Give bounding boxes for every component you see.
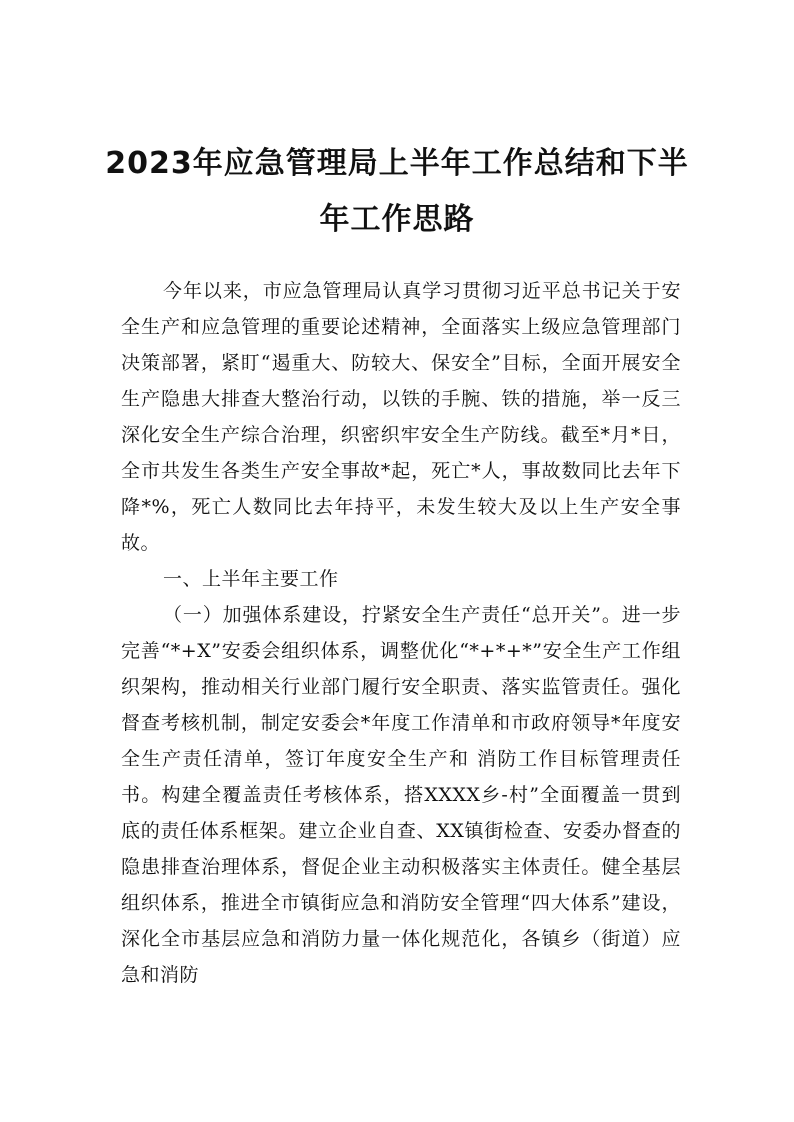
intro-paragraph: 今年以来，市应急管理局认真学习贯彻习近平总书记关于安全生产和应急管理的重要论述精神，全面落实上级应急管理部门决策部署，紧盯“遏重大、防较大、保安全”目标，全面开展安全生产隐患大排查大整治行动，以铁的手腕、铁的措施，举一反三深化安全生产综合治理，织密织牢安全生产防线。截至*月*日，全市共发生各类生产安全事故*起，死亡*人，事故数同比去年下降*%，死亡人数同比去年持平，未发生较大及以上生产安全事故。	[121, 280, 681, 554]
document-title-line-2: 年工作思路	[319, 202, 475, 237]
body-paragraph: （一）加强体系建设，拧紧安全生产责任“总开关”。进一步完善“*+X”安委会组织体系，调整优化“*+*+*”安全生产工作组织架构，推动相关行业部门履行安全职责、落实监管责任。强化督查考核机制，制定安委会*年度工作清单和市政府领导*年度安全生产责任清单，签订年度安全生产和 消防工作目标管理责任书。构建全覆盖责任考核体系，搭XXXX乡-村”全面覆盖一贯到底的责任体系框架。建立企业自查、XX镇街检查、安委办督查的隐患排查治理体系，督促企业主动积极落实主体责任。健全基层组织体系，推进全市镇街应急和消防安全管理“四大体系”建设，深化全市基层应急和消防力量一体化规范化，各镇乡（街道）应急和消防	[121, 604, 681, 986]
document-title-line-1: 2023年应急管理局上半年工作总结和下半	[105, 146, 689, 181]
document-body	[121, 273, 681, 993]
section-heading: 一、上半年主要工作	[163, 568, 339, 590]
